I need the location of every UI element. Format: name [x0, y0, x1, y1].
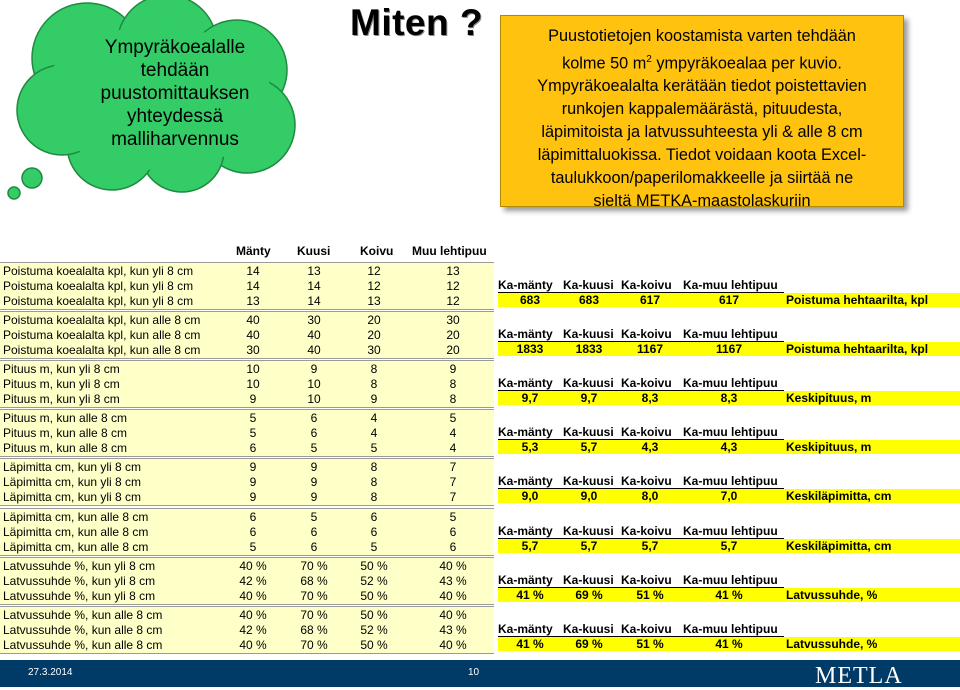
summary-description: Keskipituus, m [786, 440, 872, 454]
row-label: Poistuma koealalta kpl, kun alle 8 cm [3, 328, 201, 342]
row-label: Läpimitta cm, kun alle 8 cm [3, 525, 149, 539]
summary-header-cell: Ka-muu lehtipuu [683, 376, 778, 390]
info-text [501, 25, 903, 213]
table-cell: 40 % [439, 589, 467, 603]
table-cell: 6 [249, 510, 257, 524]
summary-value: 41 % [516, 588, 544, 602]
table-cell: 5 [370, 441, 378, 455]
summary-header-cell: Ka-muu lehtipuu [683, 622, 778, 636]
summary-header-cell: Ka-mänty [498, 425, 553, 439]
table-row [0, 525, 494, 539]
table-cell: 5 [310, 441, 318, 455]
superscript: 2 [646, 54, 652, 65]
table-cell: 7 [449, 475, 457, 489]
table-cell: 14 [246, 279, 260, 293]
summary-value: 51 % [636, 637, 664, 651]
row-label: Läpimitta cm, kun yli 8 cm [3, 490, 142, 504]
table-row [0, 328, 494, 342]
summary-result-row [498, 440, 960, 454]
table-row [0, 608, 494, 622]
summary-header-cell: Ka-mänty [498, 327, 553, 341]
summary-header-cell: Ka-mänty [498, 376, 553, 390]
table-cell: 30 [446, 313, 460, 327]
table-cell: 12 [446, 279, 460, 293]
summary-header-cell: Ka-kuusi [563, 573, 614, 587]
summary-header-cell: Ka-mänty [498, 573, 553, 587]
summary-result-row [498, 539, 960, 553]
table-cell: 52 % [360, 574, 388, 588]
summary-header-cell: Ka-muu lehtipuu [683, 278, 778, 292]
table-cell: 42 % [239, 623, 267, 637]
table-cell: 12 [367, 264, 381, 278]
table-cell: 13 [307, 264, 321, 278]
info-line-part: kolme 50 m [562, 54, 647, 73]
summary-result-row [498, 342, 960, 356]
summary-value: 683 [519, 293, 541, 307]
table-cell: 20 [367, 313, 381, 327]
table-row [0, 638, 494, 652]
table-cell: 40 % [239, 559, 267, 573]
summary-header-cell: Ka-kuusi [563, 327, 614, 341]
summary-header-cell: Ka-kuusi [563, 524, 614, 538]
row-label: Läpimitta cm, kun yli 8 cm [3, 460, 142, 474]
summary-header-cell: Ka-mänty [498, 474, 553, 488]
table-cell: 9 [310, 475, 318, 489]
table-row [0, 377, 494, 391]
table-cell: 10 [307, 392, 321, 406]
row-label: Pituus m, kun alle 8 cm [3, 441, 128, 455]
table-cell: 6 [449, 540, 457, 554]
summary-value: 8,3 [641, 391, 659, 405]
table-row [0, 441, 494, 455]
table-cell: 70 % [300, 608, 328, 622]
summary-header-cell: Ka-koivu [621, 278, 672, 292]
table-cell: 5 [310, 510, 318, 524]
row-label: Läpimitta cm, kun alle 8 cm [3, 540, 149, 554]
info-line [501, 48, 903, 75]
summary-value: 9,0 [521, 489, 539, 503]
summary-value: 1167 [636, 342, 664, 356]
cloud-text [60, 36, 290, 151]
info-line-part: ympyräkoealaa per kuvio. [651, 54, 842, 73]
table-cell: 4 [370, 411, 378, 425]
summary-header-cell: Ka-koivu [621, 622, 672, 636]
table-cell: 6 [370, 525, 378, 539]
table-row [0, 623, 494, 637]
summary-value: 4,3 [720, 440, 738, 454]
table-cell: 70 % [300, 559, 328, 573]
row-label: Latvussuhde %, kun alle 8 cm [3, 608, 163, 622]
summary-value: 683 [578, 293, 600, 307]
summary-value: 41 % [516, 637, 544, 651]
table-cell: 4 [370, 426, 378, 440]
cloud-line: puustomittauksen [100, 83, 250, 104]
table-cell: 70 % [300, 589, 328, 603]
table-row [0, 279, 494, 293]
row-label: Poistuma koealalta kpl, kun alle 8 cm [3, 343, 201, 357]
column-header: Mänty [236, 244, 271, 258]
table-cell: 50 % [360, 559, 388, 573]
table-cell: 8 [449, 392, 457, 406]
summary-value: 7,0 [720, 489, 738, 503]
table-row [0, 559, 494, 573]
table-cell: 20 [367, 328, 381, 342]
summary-header-cell: Ka-mänty [498, 622, 553, 636]
table-cell: 40 [307, 328, 321, 342]
summary-value: 5,7 [580, 440, 598, 454]
cloud-line: malliharvennus [111, 129, 239, 150]
table-cell: 68 % [300, 574, 328, 588]
column-header: Kuusi [297, 244, 331, 258]
table-cell: 9 [249, 392, 257, 406]
table-cell: 10 [246, 362, 260, 376]
summary-result-row [498, 293, 960, 307]
cloud-line: tehdään [140, 60, 210, 81]
summary-description: Keskiläpimitta, cm [786, 539, 892, 553]
table-cell: 9 [310, 490, 318, 504]
summary-description: Keskiläpimitta, cm [786, 489, 892, 503]
table-cell: 50 % [360, 608, 388, 622]
table-cell: 30 [307, 313, 321, 327]
table-cell: 10 [246, 377, 260, 391]
table-cell: 9 [249, 460, 257, 474]
table-cell: 43 % [439, 623, 467, 637]
summary-value: 51 % [636, 588, 664, 602]
table-cell: 6 [310, 426, 318, 440]
table-row [0, 343, 494, 357]
table-cell: 52 % [360, 623, 388, 637]
table-cell: 8 [370, 475, 378, 489]
table-cell: 40 % [239, 589, 267, 603]
info-line: Puustotietojen koostamista varten tehdään [548, 27, 856, 45]
table-cell: 6 [310, 411, 318, 425]
table-cell: 5 [249, 426, 257, 440]
row-label: Pituus m, kun yli 8 cm [3, 377, 120, 391]
row-label: Pituus m, kun alle 8 cm [3, 411, 128, 425]
summary-value: 1167 [715, 342, 743, 356]
summary-value: 617 [718, 293, 740, 307]
table-cell: 50 % [360, 638, 388, 652]
table-row [0, 411, 494, 425]
table-cell: 40 % [439, 638, 467, 652]
cloud-line: Ympyräkoealalle [104, 37, 246, 58]
table-cell: 4 [449, 426, 457, 440]
table-cell: 14 [246, 264, 260, 278]
summary-header-cell: Ka-muu lehtipuu [683, 425, 778, 439]
summary-header-cell: Ka-muu lehtipuu [683, 573, 778, 587]
summary-value: 5,3 [521, 440, 539, 454]
summary-header-cell: Ka-kuusi [563, 474, 614, 488]
summary-header-cell: Ka-koivu [621, 425, 672, 439]
column-header: Koivu [360, 244, 394, 258]
table-row [0, 264, 494, 278]
table-cell: 4 [449, 441, 457, 455]
info-line: läpimitoista ja latvussuhteesta yli & alle 8 cm [541, 123, 863, 142]
table-cell: 6 [370, 510, 378, 524]
table-row [0, 510, 494, 524]
table-cell: 13 [446, 264, 460, 278]
table-cell: 6 [449, 525, 457, 539]
summary-description: Latvussuhde, % [786, 588, 878, 602]
table-cell: 14 [307, 294, 321, 308]
row-label: Poistuma koealalta kpl, kun yli 8 cm [3, 294, 194, 308]
row-label: Latvussuhde %, kun yli 8 cm [3, 574, 156, 588]
table-cell: 6 [249, 441, 257, 455]
table-row [0, 362, 494, 376]
summary-value: 9,7 [580, 391, 598, 405]
info-line: Ympyräkoealalta kerätään tiedot poistettavien [537, 77, 867, 96]
summary-value: 9,7 [521, 391, 539, 405]
table-cell: 30 [246, 343, 260, 357]
metla-logo: METLA [815, 663, 903, 689]
table-row [0, 426, 494, 440]
summary-value: 8,3 [720, 391, 738, 405]
summary-value: 5,7 [521, 539, 539, 553]
summary-header-cell: Ka-koivu [621, 376, 672, 390]
table-row [0, 589, 494, 603]
row-label: Poistuma koealalta kpl, kun alle 8 cm [3, 313, 201, 327]
table-cell: 40 % [439, 559, 467, 573]
row-label: Poistuma koealalta kpl, kun yli 8 cm [3, 264, 194, 278]
table-cell: 8 [370, 362, 378, 376]
page-title: Miten ? [350, 2, 483, 43]
table-cell: 9 [310, 362, 318, 376]
table-cell: 6 [249, 525, 257, 539]
table-row [0, 540, 494, 554]
footer-bar [0, 660, 960, 687]
summary-header-cell: Ka-koivu [621, 474, 672, 488]
row-label: Latvussuhde %, kun yli 8 cm [3, 589, 156, 603]
summary-result-row [498, 391, 960, 405]
summary-result-row [498, 588, 960, 602]
table-row [0, 574, 494, 588]
table-cell: 7 [449, 460, 457, 474]
table-cell: 40 [246, 328, 260, 342]
table-cell: 20 [446, 343, 460, 357]
summary-value: 8,0 [641, 489, 659, 503]
table-cell: 13 [367, 294, 381, 308]
table-cell: 70 % [300, 638, 328, 652]
summary-value: 69 % [575, 588, 603, 602]
table-cell: 40 % [239, 608, 267, 622]
summary-description: Latvussuhde, % [786, 637, 878, 651]
summary-value: 4,3 [641, 440, 659, 454]
table-cell: 40 [246, 313, 260, 327]
table-row [0, 392, 494, 406]
info-line: läpimittaluokissa. Tiedot voidaan koota Excel- [537, 146, 867, 165]
info-line: runkojen kappalemäärästä, pituudesta, [561, 100, 843, 119]
summary-description: Poistuma hehtaarilta, kpl [786, 293, 929, 307]
footer-date: 27.3.2014 [28, 667, 73, 678]
summary-header-cell: Ka-muu lehtipuu [683, 524, 778, 538]
table-cell: 40 [307, 343, 321, 357]
summary-header-cell: Ka-kuusi [563, 425, 614, 439]
info-line: sieltä METKA-maastolaskuriin [593, 192, 811, 211]
summary-value: 9,0 [580, 489, 598, 503]
table-cell: 10 [307, 377, 321, 391]
table-cell: 9 [310, 460, 318, 474]
column-header: Muu lehtipuu [412, 244, 487, 258]
row-label: Pituus m, kun yli 8 cm [3, 392, 120, 406]
table-row [0, 313, 494, 327]
table-cell: 9 [370, 392, 378, 406]
summary-value: 5,7 [641, 539, 659, 553]
table-cell: 13 [246, 294, 260, 308]
info-box [500, 15, 904, 211]
summary-value: 1833 [575, 342, 603, 356]
table-cell: 12 [367, 279, 381, 293]
row-label: Latvussuhde %, kun yli 8 cm [3, 559, 156, 573]
table-row [0, 460, 494, 474]
summary-header-cell: Ka-koivu [621, 573, 672, 587]
table-cell: 6 [310, 540, 318, 554]
table-cell: 8 [449, 377, 457, 391]
row-label: Latvussuhde %, kun alle 8 cm [3, 623, 163, 637]
table-row [0, 294, 494, 308]
table-row [0, 475, 494, 489]
info-line: taulukkoon/paperilomakkeelle ja siirtää ne [550, 169, 854, 188]
summary-header-cell: Ka-mänty [498, 278, 553, 292]
summary-value: 69 % [575, 637, 603, 651]
table-cell: 43 % [439, 574, 467, 588]
table-cell: 40 % [239, 638, 267, 652]
summary-result-row [498, 637, 960, 651]
summary-value: 41 % [715, 588, 743, 602]
table-cell: 7 [449, 490, 457, 504]
summary-value: 5,7 [580, 539, 598, 553]
summary-header-cell: Ka-kuusi [563, 622, 614, 636]
table-cell: 5 [249, 540, 257, 554]
table-cell: 9 [449, 362, 457, 376]
summary-header-cell: Ka-mänty [498, 524, 553, 538]
summary-value: 617 [639, 293, 661, 307]
summary-value: 5,7 [720, 539, 738, 553]
table-cell: 8 [370, 377, 378, 391]
summary-result-row [498, 489, 960, 503]
row-label: Pituus m, kun alle 8 cm [3, 426, 128, 440]
summary-header-cell: Ka-koivu [621, 524, 672, 538]
cloud-line: yhteydessä [126, 106, 224, 127]
table-cell: 5 [449, 510, 457, 524]
row-label: Latvussuhde %, kun alle 8 cm [3, 638, 163, 652]
row-label: Poistuma koealalta kpl, kun yli 8 cm [3, 279, 194, 293]
table-cell: 8 [370, 460, 378, 474]
table-cell: 12 [446, 294, 460, 308]
table-cell: 68 % [300, 623, 328, 637]
table-row [0, 490, 494, 504]
table-cell: 20 [446, 328, 460, 342]
summary-value: 1833 [516, 342, 544, 356]
table-cell: 5 [370, 540, 378, 554]
table-cell: 6 [310, 525, 318, 539]
row-label: Läpimitta cm, kun yli 8 cm [3, 475, 142, 489]
table-cell: 40 % [439, 608, 467, 622]
table-cell: 9 [249, 475, 257, 489]
table-cell: 42 % [239, 574, 267, 588]
summary-header-cell: Ka-muu lehtipuu [683, 474, 778, 488]
summary-value: 41 % [715, 637, 743, 651]
table-cell: 5 [249, 411, 257, 425]
summary-header-cell: Ka-koivu [621, 327, 672, 341]
summary-header-cell: Ka-muu lehtipuu [683, 327, 778, 341]
table-cell: 8 [370, 490, 378, 504]
table-cell: 30 [367, 343, 381, 357]
row-label: Pituus m, kun yli 8 cm [3, 362, 120, 376]
summary-description: Poistuma hehtaarilta, kpl [786, 342, 929, 356]
table-cell: 50 % [360, 589, 388, 603]
page-number: 10 [468, 667, 480, 678]
table-cell: 14 [307, 279, 321, 293]
row-label: Läpimitta cm, kun alle 8 cm [3, 510, 149, 524]
summary-header-cell: Ka-kuusi [563, 278, 614, 292]
table-cell: 5 [449, 411, 457, 425]
table-cell: 9 [249, 490, 257, 504]
summary-description: Keskipituus, m [786, 391, 872, 405]
summary-header-cell: Ka-kuusi [563, 376, 614, 390]
